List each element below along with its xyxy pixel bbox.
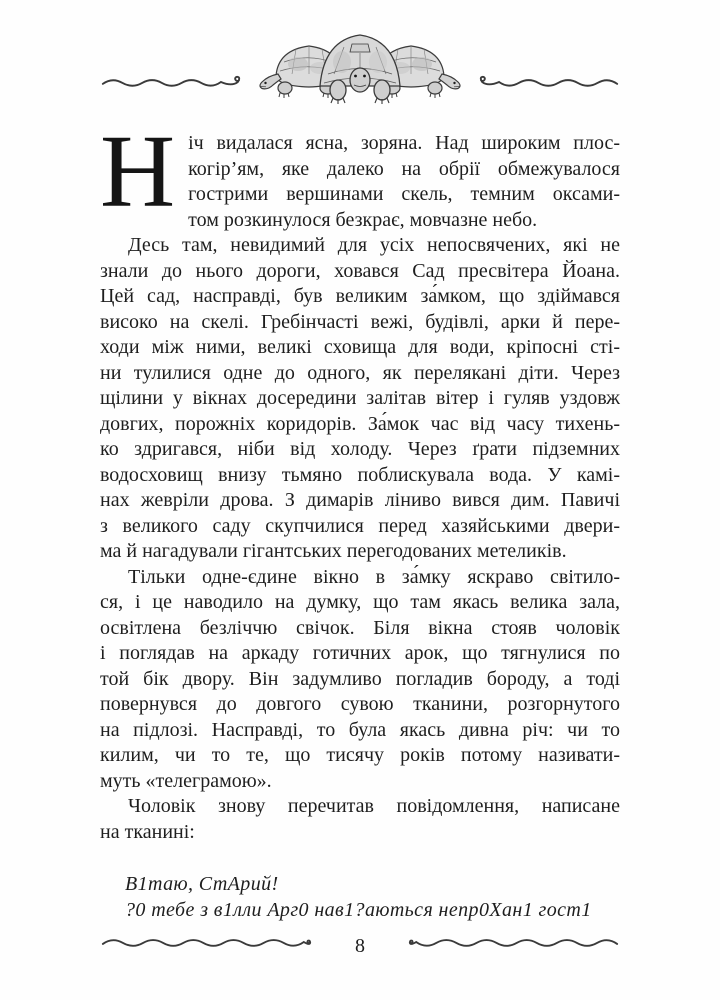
- text-line: довгих, порожніх коридорів. За́мок час від часу тихень-: [100, 412, 620, 435]
- message-line: ?0 тебе з в1лли Арг0 нав1?аються непр0Хан1 гост1: [125, 899, 592, 921]
- drop-cap: Н: [100, 114, 176, 229]
- header-ornament: [100, 18, 620, 104]
- text-line: нах жевріли дрова. З димарів ліниво вився дим. Павичі: [100, 489, 620, 511]
- paragraph: [100, 565, 620, 795]
- paragraph: [100, 794, 620, 845]
- paragraph: [100, 114, 620, 233]
- text-line: муть «телеграмою».: [100, 769, 272, 792]
- text-line: том розкинулося безкрає, мовчазне небо.: [188, 208, 538, 231]
- text-line: з великого саду скупчилися перед хазяйськими двери-: [100, 514, 620, 537]
- text-line: і поглядав на аркаду готичних арок, що тягнулися по: [100, 642, 620, 664]
- message-line: В1таю, СтАрий!: [125, 873, 279, 895]
- wavy-flourish-icon: [470, 69, 620, 95]
- text-line: той бік двору. Він задумливо погладив бороду, а тоді: [100, 667, 620, 690]
- text-line: ходи між ними, великі сховища для води, кріпосні сті-: [100, 336, 620, 358]
- three-turtles-vignette-icon: [254, 22, 466, 104]
- text-line: ни тулилися одне до одного, як перелякані діти. Через: [100, 361, 620, 384]
- text-line: високо на скелі. Гребінчасті вежі, будівлі, арки й пере-: [100, 310, 620, 333]
- text-line: ко здригався, ніби від холоду. Через ґрати підземних: [100, 438, 620, 460]
- text-line: гострими вершинами скель, темним оксами-: [188, 183, 620, 205]
- wavy-flourish-icon: [100, 69, 250, 95]
- text-line: Десь там, невидимий для усіх непосвячених, які не: [128, 234, 620, 256]
- text-line: освітлена безліччю свічок. Біля вікна стояв чоловік: [100, 616, 620, 639]
- wavy-flourish-icon: [398, 929, 620, 955]
- paragraph: [100, 233, 620, 565]
- text-line: іч видалася ясна, зоряна. Над широким плос-: [188, 132, 620, 154]
- page-footer: [100, 931, 620, 961]
- text-line: Чоловік знову перечитав повідомлення, написане: [128, 795, 620, 817]
- text-line: килим, чи то те, що тисячу років потому називати-: [100, 744, 620, 766]
- text-line: ма й нагадували гігантських перегодованих метеликів.: [100, 540, 567, 562]
- text-line: Цей сад, насправді, був великим за́мком, що здіймався: [100, 285, 620, 307]
- text-line: Тільки одне-єдине вікно в за́мку яскраво світило-: [128, 565, 620, 588]
- text-line: когір’ям, яке далеко на обрії обмежувалося: [188, 157, 620, 180]
- telegram-message: [125, 871, 620, 923]
- wavy-flourish-icon: [100, 929, 322, 955]
- text-line: на підлозі. Насправді, то була якась дивна річ: чи то: [100, 718, 620, 741]
- center-turtle: [320, 35, 400, 104]
- text-line: повернувся до довгого сувою тканини, розгорнутого: [100, 693, 620, 715]
- text-line: водосховищ внизу тьмяно поблискувала вода. У камі-: [100, 463, 620, 486]
- text-line: знали до нього дороги, ховався Сад пресвітера Йоана.: [100, 259, 620, 282]
- text-line: щілини у вікнах досередини залітав вітер і гуляв уздовж: [100, 387, 620, 409]
- text-block: [100, 114, 620, 923]
- page-number: 8: [355, 935, 365, 957]
- text-line: на тканині:: [100, 820, 195, 843]
- text-line: ся, і це наводило на думку, що там якась велика зала,: [100, 591, 620, 613]
